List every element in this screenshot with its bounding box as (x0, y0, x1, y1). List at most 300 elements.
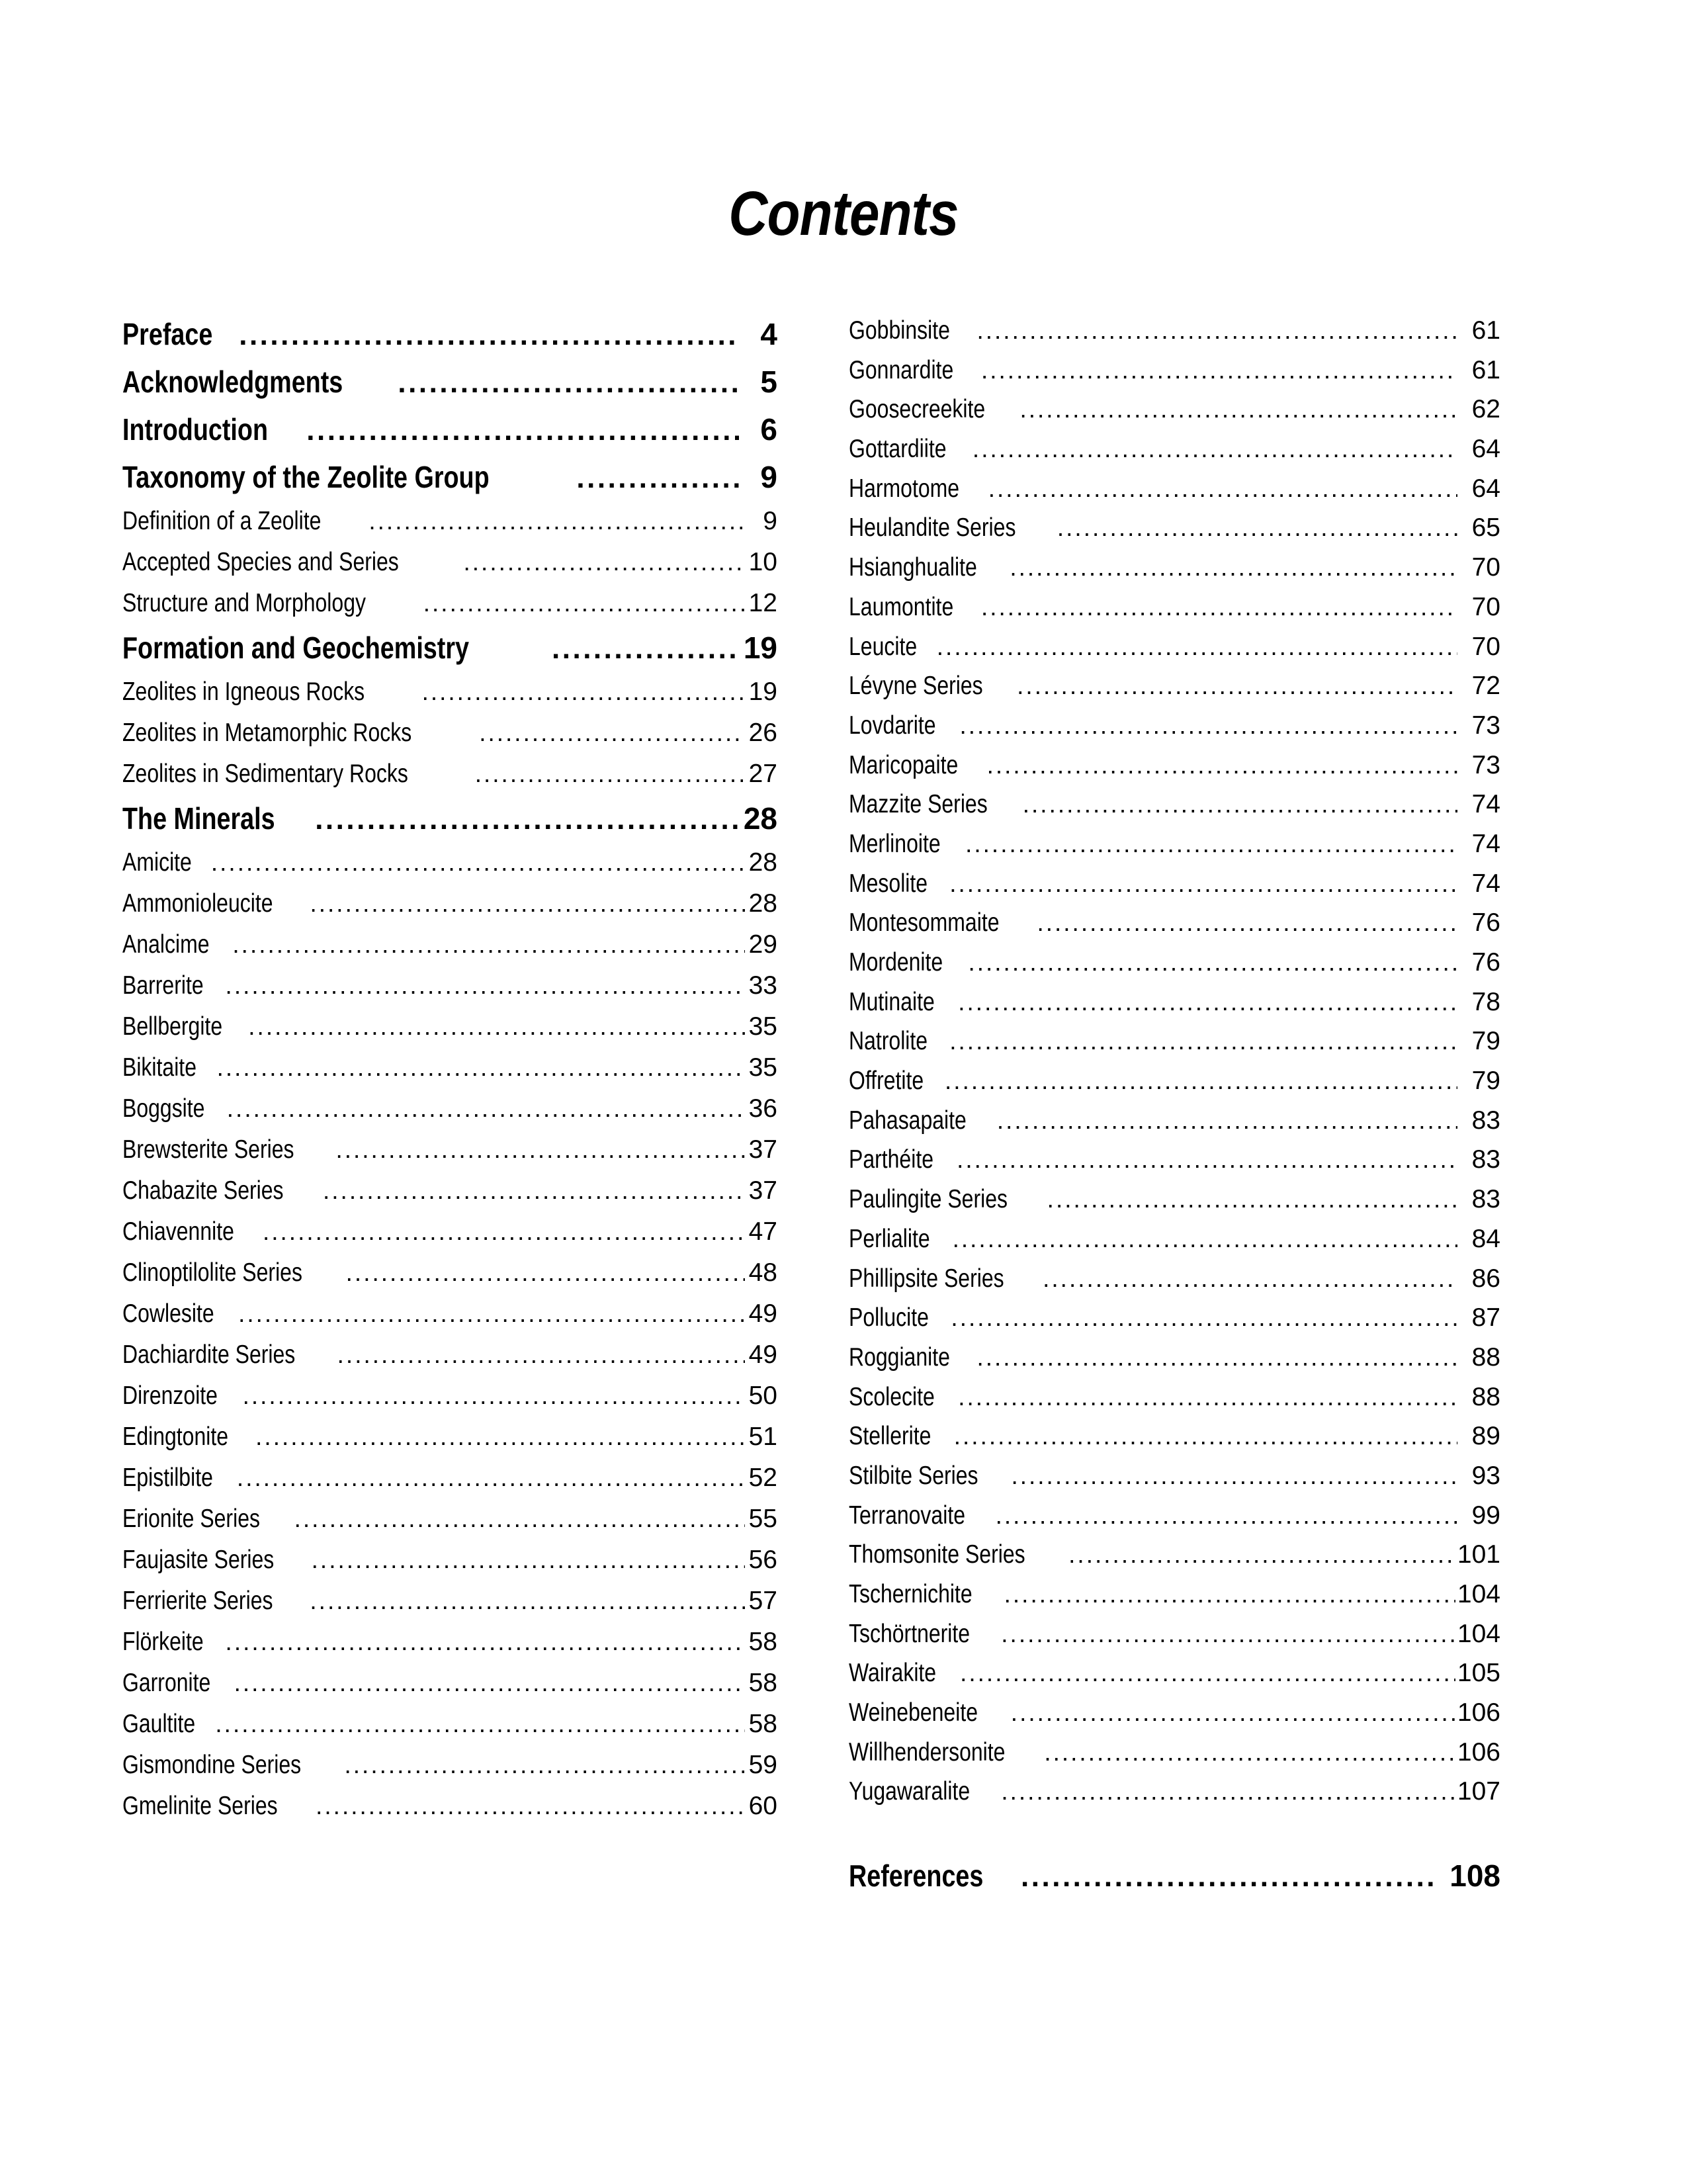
toc-entry-label: Willhendersonite (849, 1737, 1006, 1767)
toc-entry-row[interactable] (849, 1422, 1500, 1462)
toc-entry-label: Dachiardite Series (122, 1340, 296, 1369)
toc-entry-label: Thomsonite Series (849, 1540, 1025, 1569)
toc-entry-row[interactable] (122, 1053, 777, 1094)
toc-entry-label: Epistilbite (122, 1463, 213, 1492)
toc-entry-label: Goosecreekite (849, 395, 986, 424)
toc-entry-row[interactable] (849, 948, 1500, 988)
toc-entry-page: 83 (1471, 1185, 1500, 1214)
toc-entry-row[interactable] (849, 830, 1500, 869)
dot-leader (959, 717, 1457, 743)
toc-entry-label: Leucite (849, 632, 918, 661)
toc-entry-row[interactable] (849, 395, 1500, 435)
toc-entry-page: 76 (1471, 948, 1500, 977)
toc-entry-row[interactable] (849, 1185, 1500, 1225)
toc-entry-row[interactable] (849, 1067, 1500, 1106)
toc-entry-row[interactable] (849, 1659, 1500, 1698)
toc-entry-page: 74 (1471, 869, 1500, 898)
toc-entry-label: Ferrierite Series (122, 1587, 273, 1615)
toc-heading-page: 108 (1449, 1858, 1500, 1894)
dot-leader (1068, 1546, 1455, 1572)
toc-entry-row[interactable] (122, 848, 777, 889)
toc-entry-label: Chiavennite (122, 1217, 234, 1246)
dot-leader (1001, 1783, 1455, 1809)
toc-entry-page: 78 (1471, 987, 1500, 1016)
toc-entry-page: 107 (1457, 1777, 1500, 1806)
toc-entry-row[interactable] (849, 1501, 1500, 1541)
toc-heading-page: 28 (743, 801, 777, 836)
toc-heading-label: Formation and Geochemistry (122, 631, 469, 665)
toc-entry-label: Stellerite (849, 1422, 931, 1451)
toc-section (122, 412, 777, 450)
toc-entry-row[interactable] (122, 1176, 777, 1217)
toc-entry-page: 104 (1457, 1580, 1500, 1608)
toc-entry-row[interactable] (122, 1669, 777, 1710)
toc-heading-row[interactable] (122, 364, 777, 402)
toc-section (122, 364, 777, 402)
toc-entry-row[interactable] (122, 760, 777, 801)
toc-entry-page: 35 (748, 1053, 777, 1082)
dot-leader (1021, 1868, 1433, 1896)
toc-entry-page: 27 (748, 760, 777, 788)
toc-entry-page: 61 (1471, 355, 1500, 384)
dot-leader (226, 1634, 745, 1659)
toc-heading-label: References (849, 1858, 984, 1894)
toc-entry-label: Natrolite (849, 1027, 928, 1056)
toc-entry-page: 106 (1457, 1698, 1500, 1727)
dot-leader (368, 513, 745, 539)
toc-entry-page: 86 (1471, 1264, 1500, 1293)
dot-leader (335, 1141, 745, 1167)
toc-entry-row[interactable] (849, 1145, 1500, 1185)
toc-entry-page: 28 (748, 889, 777, 918)
dot-leader (1019, 401, 1457, 427)
dot-leader (306, 421, 739, 450)
toc-entry-label: Zeolites in Metamorphic Rocks (122, 719, 412, 747)
toc-entry-row[interactable] (849, 513, 1500, 553)
toc-entry-page: 74 (1471, 829, 1500, 858)
toc-entry-page: 56 (748, 1546, 777, 1574)
dot-leader (949, 875, 1457, 901)
dot-leader (238, 1305, 745, 1331)
toc-entry-label: Scolecite (849, 1382, 935, 1411)
toc-entry-label: Offretite (849, 1067, 924, 1096)
toc-entry-label: Gismondine Series (122, 1751, 302, 1779)
toc-entry-page: 62 (1471, 395, 1500, 424)
toc-entry-page: 50 (748, 1381, 777, 1410)
dot-leader (294, 1510, 745, 1536)
toc-entry-row[interactable] (122, 1587, 777, 1628)
toc-entry-label: Clinoptilolite Series (122, 1258, 302, 1287)
toc-entry-row[interactable] (122, 1381, 777, 1422)
dot-leader (965, 836, 1457, 861)
toc-entry-row[interactable] (122, 1422, 777, 1463)
dot-leader (997, 1112, 1457, 1138)
toc-entry-label: Terranovaite (849, 1501, 965, 1530)
toc-entry-row[interactable] (849, 711, 1500, 751)
toc-heading-page: 6 (760, 412, 777, 447)
toc-entry-row[interactable] (849, 1225, 1500, 1264)
toc-entry-page: 88 (1471, 1342, 1500, 1372)
toc-entry-label: Faujasite Series (122, 1546, 275, 1574)
toc-heading-row[interactable] (122, 630, 777, 668)
toc-right-column (849, 316, 1500, 1896)
toc-entry-page: 101 (1457, 1540, 1500, 1569)
toc-entry-label: Flörkeite (122, 1628, 204, 1656)
toc-heading-label: The Minerals (122, 801, 275, 836)
dot-leader (973, 441, 1457, 466)
toc-entry-page: 88 (1471, 1382, 1500, 1411)
toc-entry-row[interactable] (849, 435, 1500, 474)
dot-leader (949, 1033, 1457, 1059)
dot-leader (976, 322, 1457, 348)
toc-entry-page: 73 (1471, 750, 1500, 779)
dot-leader (981, 362, 1457, 388)
toc-entry-label: Barrerite (122, 971, 204, 1000)
toc-entry-page: 37 (748, 1135, 777, 1164)
toc-entry-label: Analcime (122, 930, 210, 959)
toc-entry-label: Hsianghualite (849, 553, 977, 582)
toc-entry-label: Zeolites in Sedimentary Rocks (122, 760, 408, 788)
toc-entry-page: 48 (748, 1258, 777, 1287)
toc-entry-label: Montesommaite (849, 908, 1000, 938)
toc-entry-label: Amicite (122, 848, 192, 877)
toc-entry-label: Mazzite Series (849, 790, 988, 819)
dot-leader (398, 374, 739, 402)
toc-entry-label: Gobbinsite (849, 316, 950, 345)
dot-leader (945, 1072, 1457, 1098)
toc-entry-label: Brewsterite Series (122, 1135, 294, 1164)
toc-entry-label: Paulingite Series (849, 1185, 1008, 1214)
toc-entry-row[interactable] (122, 677, 777, 719)
toc-entry-row[interactable] (849, 908, 1500, 948)
dot-leader (237, 1469, 745, 1495)
toc-entry-page: 51 (748, 1422, 777, 1451)
toc-entry-label: Gaultite (122, 1710, 196, 1738)
toc-entry-row[interactable] (849, 356, 1500, 396)
dot-leader (344, 1757, 745, 1782)
toc-entry-row[interactable] (122, 1135, 777, 1176)
toc-entry-label: Mutinaite (849, 987, 935, 1016)
toc-entry-page: 79 (1471, 1067, 1500, 1096)
toc-entry-row[interactable] (122, 971, 777, 1012)
toc-entry-row[interactable] (122, 507, 777, 548)
dot-leader (951, 1309, 1457, 1335)
dot-leader (316, 1798, 745, 1823)
dot-leader (976, 1349, 1457, 1375)
toc-heading-label: Preface (122, 317, 213, 351)
toc-entry-page: 73 (1471, 711, 1500, 740)
toc-entry-label: Lévyne Series (849, 672, 983, 701)
toc-entry-page: 37 (748, 1176, 777, 1205)
toc-entry-page: 104 (1457, 1619, 1500, 1648)
dot-leader (1044, 1744, 1455, 1770)
dot-leader (576, 469, 739, 498)
dot-leader (996, 1507, 1457, 1533)
toc-entry-row[interactable] (849, 1264, 1500, 1304)
toc-entry-row[interactable] (122, 1751, 777, 1792)
toc-entry-label: Heulandite Series (849, 513, 1016, 543)
dot-leader (423, 595, 745, 621)
toc-section (122, 459, 777, 630)
toc-heading-label: Taxonomy of the Zeolite Group (122, 460, 490, 494)
dot-leader (337, 1346, 745, 1372)
dot-leader (475, 765, 745, 791)
toc-entry-label: Gmelinite Series (122, 1792, 278, 1820)
dot-leader (1037, 914, 1457, 940)
toc-entry-page: 72 (1471, 672, 1500, 701)
toc-entry-row[interactable] (122, 930, 777, 971)
dot-leader (958, 994, 1457, 1020)
dot-leader (211, 854, 745, 880)
toc-entry-page: 74 (1471, 790, 1500, 819)
toc-references-row[interactable] (849, 1858, 1500, 1896)
toc-entry-row[interactable] (849, 474, 1500, 514)
toc-entry-label: Ammonioleucite (122, 889, 273, 918)
toc-entry-label: Structure and Morphology (122, 589, 366, 617)
toc-entry-page: 105 (1457, 1659, 1500, 1688)
dot-leader (987, 757, 1457, 783)
dot-leader (958, 1389, 1457, 1415)
toc-entry-page: 57 (748, 1587, 777, 1615)
toc-entry-row[interactable] (849, 316, 1500, 356)
dot-leader (1011, 1467, 1457, 1493)
toc-heading-label: Introduction (122, 412, 268, 447)
toc-entry-row[interactable] (849, 1343, 1500, 1383)
toc-heading-row[interactable] (122, 316, 777, 355)
toc-entry-page: 84 (1471, 1224, 1500, 1253)
toc-entry-row[interactable] (122, 1792, 777, 1833)
toc-entry-page: 70 (1471, 632, 1500, 661)
toc-entry-page: 87 (1471, 1303, 1500, 1332)
dot-leader (1011, 1704, 1455, 1730)
toc-entry-row[interactable] (849, 1738, 1500, 1778)
toc-entry-row[interactable] (849, 1462, 1500, 1501)
toc-entry-row[interactable] (849, 1777, 1500, 1817)
toc-entry-label: Chabazite Series (122, 1176, 284, 1205)
dot-leader (255, 1428, 745, 1454)
toc-entry-row[interactable] (849, 1580, 1500, 1620)
toc-entry-page: 106 (1457, 1737, 1500, 1767)
toc-entry-page: 26 (748, 719, 777, 747)
toc-entry-row[interactable] (849, 1383, 1500, 1422)
toc-heading-page: 5 (760, 365, 777, 399)
toc-section (122, 630, 777, 801)
toc-entry-page: 64 (1471, 435, 1500, 464)
toc-entry-row[interactable] (122, 589, 777, 630)
dot-leader (981, 599, 1457, 625)
toc-entry-page: 70 (1471, 592, 1500, 621)
dot-leader (323, 1182, 745, 1208)
toc-columns (0, 316, 1687, 2089)
dot-leader (954, 1428, 1457, 1454)
toc-entry-page: 49 (748, 1340, 777, 1369)
toc-entry-row[interactable] (849, 869, 1500, 909)
toc-entry-label: Erionite Series (122, 1505, 260, 1533)
toc-entry-page: 10 (748, 548, 777, 576)
toc-entry-page: 36 (748, 1094, 777, 1123)
dot-leader (1057, 519, 1457, 545)
toc-entry-page: 58 (748, 1710, 777, 1738)
toc-section (122, 801, 777, 1833)
dot-leader (215, 1716, 745, 1741)
toc-entry-label: Merlinoite (849, 829, 941, 858)
toc-entry-label: Roggianite (849, 1342, 950, 1372)
toc-entry-page: 65 (1471, 513, 1500, 543)
toc-entry-page: 58 (748, 1628, 777, 1656)
toc-entry-row[interactable] (122, 1505, 777, 1546)
toc-entry-page: 59 (748, 1751, 777, 1779)
toc-entry-page: 49 (748, 1299, 777, 1328)
toc-entry-label: Lovdarite (849, 711, 936, 740)
toc-entry-label: Zeolites in Igneous Rocks (122, 677, 365, 706)
toc-section (122, 316, 777, 355)
toc-left-column (122, 316, 777, 1833)
dot-leader (217, 1059, 745, 1085)
toc-entry-label: Tschernichite (849, 1580, 973, 1608)
dot-leader (243, 1387, 745, 1413)
toc-entry-row[interactable] (122, 1299, 777, 1340)
toc-entry-row[interactable] (849, 1027, 1500, 1067)
dot-leader (315, 810, 739, 839)
toc-entry-label: Tschörtnerite (849, 1619, 971, 1648)
toc-heading-row[interactable] (122, 801, 777, 839)
toc-entry-row[interactable] (122, 1546, 777, 1587)
dot-leader (1010, 559, 1457, 585)
dot-leader (957, 1151, 1457, 1177)
toc-entry-page: 89 (1471, 1422, 1500, 1451)
dot-leader (312, 1551, 745, 1577)
dot-leader (968, 954, 1457, 980)
toc-entry-label: Phillipsite Series (849, 1264, 1004, 1293)
toc-entry-label: Definition of a Zeolite (122, 507, 322, 535)
toc-heading-label: Acknowledgments (122, 365, 343, 399)
dot-leader (937, 638, 1457, 664)
toc-entry-label: Maricopaite (849, 750, 959, 779)
dot-leader (1023, 796, 1457, 822)
toc-entry-row[interactable] (849, 1303, 1500, 1343)
dot-leader (988, 480, 1457, 506)
toc-entry-label: Garronite (122, 1669, 211, 1697)
toc-entry-label: Boggsite (122, 1094, 205, 1123)
toc-entry-page: 12 (748, 589, 777, 617)
toc-entry-label: Direnzoite (122, 1381, 218, 1410)
toc-heading-row[interactable] (122, 459, 777, 498)
toc-entry-label: Weinebeneite (849, 1698, 978, 1727)
toc-entry-page: 61 (1471, 316, 1500, 345)
dot-leader (1004, 1586, 1455, 1612)
dot-leader (479, 724, 745, 750)
toc-entry-page: 60 (748, 1792, 777, 1820)
toc-entry-page: 9 (763, 507, 777, 535)
toc-entry-row[interactable] (849, 790, 1500, 830)
toc-entry-row[interactable] (122, 548, 777, 589)
toc-entry-row[interactable] (849, 672, 1500, 711)
toc-entry-page: 47 (748, 1217, 777, 1246)
toc-entry-page: 93 (1471, 1461, 1500, 1490)
dot-leader (248, 1018, 745, 1044)
dot-leader (263, 1223, 745, 1249)
dot-leader (552, 640, 739, 668)
page-title: Contents (728, 178, 959, 249)
dot-leader (953, 1231, 1457, 1256)
toc-entry-label: Stilbite Series (849, 1461, 978, 1490)
toc-entry-page: 55 (748, 1505, 777, 1533)
toc-entry-row[interactable] (122, 1710, 777, 1751)
toc-entry-row[interactable] (122, 1258, 777, 1299)
toc-entry-row[interactable] (849, 1698, 1500, 1738)
toc-entry-label: Mesolite (849, 869, 928, 898)
toc-entry-label: Bellbergite (122, 1012, 223, 1041)
dot-leader (227, 1100, 745, 1126)
toc-entry-label: Parthéite (849, 1145, 934, 1174)
dot-leader (1047, 1191, 1457, 1217)
toc-heading-page: 9 (760, 460, 777, 494)
toc-entry-label: Pollucite (849, 1303, 929, 1332)
dot-leader (346, 1264, 745, 1290)
toc-entry-row[interactable] (122, 1628, 777, 1669)
toc-entry-row[interactable] (849, 1540, 1500, 1580)
toc-entry-label: Mordenite (849, 948, 943, 977)
dot-leader (1001, 1626, 1455, 1651)
dot-leader (226, 977, 745, 1003)
toc-entry-row[interactable] (122, 1463, 777, 1505)
toc-entry-label: Yugawaralite (849, 1777, 971, 1806)
toc-entry-label: Accepted Species and Series (122, 548, 399, 576)
toc-entry-row[interactable] (849, 593, 1500, 633)
toc-entry-page: 64 (1471, 474, 1500, 503)
toc-entry-page: 19 (748, 677, 777, 706)
toc-heading-page: 19 (743, 631, 777, 665)
toc-entry-row[interactable] (849, 633, 1500, 672)
toc-entry-row[interactable] (849, 988, 1500, 1027)
toc-entry-label: Perlialite (849, 1224, 930, 1253)
dot-leader (463, 554, 745, 580)
toc-entry-row[interactable] (849, 1620, 1500, 1659)
dot-leader (310, 895, 745, 921)
toc-entry-row[interactable] (122, 719, 777, 760)
toc-entry-row[interactable] (122, 1340, 777, 1381)
toc-entry-label: Gottardiite (849, 435, 947, 464)
toc-entry-row[interactable] (849, 553, 1500, 593)
toc-entry-page: 29 (748, 930, 777, 959)
toc-entry-row[interactable] (849, 1106, 1500, 1146)
toc-entry-page: 33 (748, 971, 777, 1000)
toc-entry-label: Cowlesite (122, 1299, 214, 1328)
toc-entry-page: 79 (1471, 1027, 1500, 1056)
toc-entry-page: 35 (748, 1012, 777, 1041)
toc-entry-page: 83 (1471, 1106, 1500, 1135)
toc-entry-page: 99 (1471, 1501, 1500, 1530)
toc-entry-row[interactable] (122, 1217, 777, 1258)
toc-entry-row[interactable] (122, 1094, 777, 1135)
toc-entry-page: 52 (748, 1463, 777, 1492)
toc-entry-row[interactable] (122, 889, 777, 930)
dot-leader (310, 1593, 745, 1618)
dot-leader (422, 683, 745, 709)
toc-entry-label: Pahasapaite (849, 1106, 967, 1135)
toc-heading-page: 4 (760, 317, 777, 351)
toc-heading-row[interactable] (122, 412, 777, 450)
dot-leader (960, 1665, 1455, 1690)
toc-entry-page: 76 (1471, 908, 1500, 938)
toc-entry-page: 83 (1471, 1145, 1500, 1174)
dot-leader (1043, 1270, 1457, 1296)
toc-entry-row[interactable] (122, 1012, 777, 1053)
toc-entry-label: Gonnardite (849, 355, 954, 384)
toc-entry-row[interactable] (849, 751, 1500, 791)
toc-entry-label: Edingtonite (122, 1422, 229, 1451)
toc-entry-label: Laumontite (849, 592, 954, 621)
